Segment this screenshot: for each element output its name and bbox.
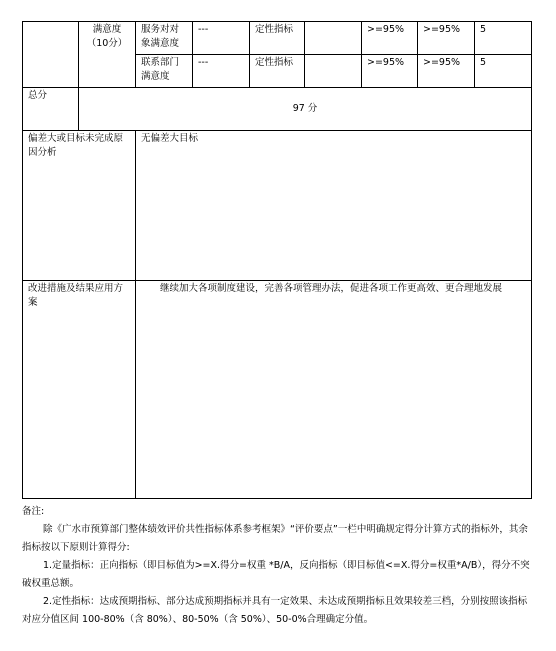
notes-paragraph-1: 除《广水市预算部门整体绩效评价共性指标体系参考框架》“评价要点”一栏中明确规定得分计算方式的指标外，其余指标按以下原则计算得分: bbox=[22, 524, 528, 553]
evaluation-table bbox=[22, 21, 532, 499]
indicator-score: 5 bbox=[475, 55, 532, 88]
indicator-name: 联系部门满意度 bbox=[136, 55, 193, 88]
improve-label: 改进措施及结果应用方案 bbox=[23, 281, 136, 499]
indicator-actual: >=95% bbox=[418, 22, 475, 55]
indicator-target: >=95% bbox=[362, 55, 418, 88]
notes-paragraph-2: 1.定量指标：正向指标（即目标值为>=X.得分=权重 *B/A，反向指标（即目标值<=X.得分=权重*A/B），得分不突破权重总额。 bbox=[22, 560, 530, 589]
empty-cell bbox=[305, 55, 362, 88]
satisfaction-label: 满意度（10分） bbox=[79, 22, 136, 88]
indicator-actual: >=95% bbox=[418, 55, 475, 88]
notes-paragraph-3: 2.定性指标：达成预期指标、部分达成预期指标并具有一定效果、未达成预期指标且效果较差三档，分别按照该指标对应分值区间 100-80%（含 80%）、80-50%（含 50%）、50-0%合理确定分值。 bbox=[22, 596, 528, 625]
total-label: 总分 bbox=[23, 88, 79, 131]
total-value: 97 分 bbox=[79, 88, 532, 131]
indicator-type: 定性指标 bbox=[250, 55, 305, 88]
notes-heading: 备注: bbox=[22, 506, 45, 517]
deviation-label: 偏差大或目标未完成原因分析 bbox=[23, 131, 136, 281]
indicator-type: 定性指标 bbox=[250, 22, 305, 55]
empty-cell bbox=[305, 22, 362, 55]
indicator-value: --- bbox=[193, 55, 250, 88]
indicator-score: 5 bbox=[475, 22, 532, 55]
empty-category-cell bbox=[23, 22, 79, 88]
indicator-target: >=95% bbox=[362, 22, 418, 55]
improve-text: 继续加大各项制度建设，完善各项管理办法，促进各项工作更高效、更合理地发展 bbox=[136, 281, 532, 499]
indicator-value: --- bbox=[193, 22, 250, 55]
deviation-text: 无偏差大目标 bbox=[136, 131, 532, 281]
indicator-name: 服务对对象满意度 bbox=[136, 22, 193, 55]
notes-section bbox=[22, 503, 533, 629]
